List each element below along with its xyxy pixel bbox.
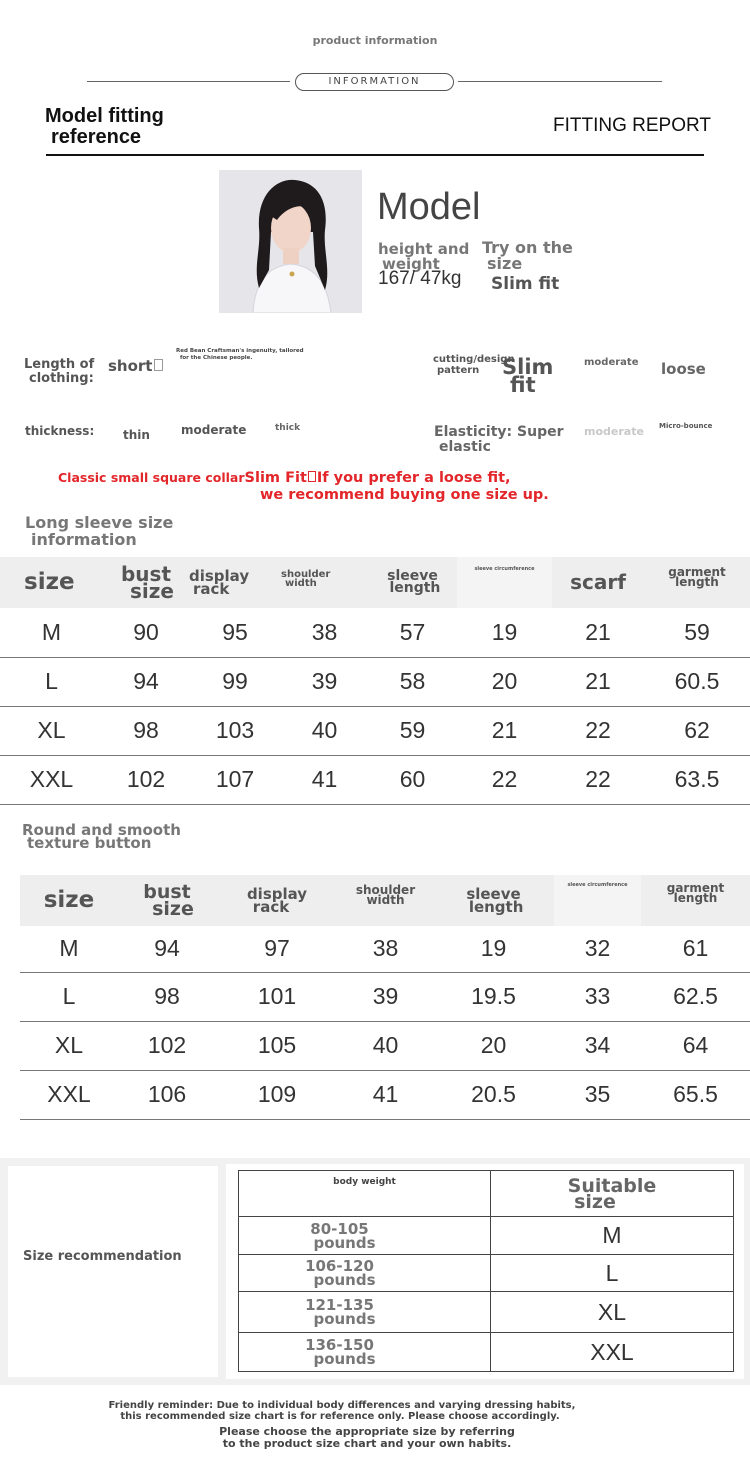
craft-note: Red Bean Craftsman's ingenuity, tailored for the Chinese people. <box>176 348 304 361</box>
table1-row <box>0 755 750 804</box>
rec-size: XL <box>491 1292 734 1333</box>
long-sleeve-size-table <box>0 557 750 805</box>
cell: 21 <box>552 657 644 706</box>
divider-left <box>87 81 290 82</box>
cell: 21 <box>457 706 552 755</box>
size-recommendation-table <box>238 1170 734 1372</box>
button-size-table <box>20 875 750 1120</box>
try-size-value: Slim fit <box>491 274 560 294</box>
recommendation-label-box <box>8 1166 218 1377</box>
fitting-report-title: FITTING REPORT <box>553 115 711 136</box>
cell: 99 <box>189 657 281 706</box>
cell: 90 <box>103 608 189 657</box>
cell: 21 <box>552 608 644 657</box>
cutting-label: cutting/design pattern <box>433 354 515 376</box>
rec-row <box>239 1333 734 1372</box>
elasticity-label: Elasticity: Super elastic <box>434 424 564 455</box>
cell: M <box>20 926 118 972</box>
cell: 64 <box>641 1021 750 1070</box>
thickness-thick: thick <box>275 423 301 433</box>
cell: M <box>0 608 103 657</box>
cell: 41 <box>338 1070 433 1119</box>
th-shoulder: shoulder width <box>281 557 368 608</box>
table2-title: Round and smooth texture button <box>22 821 181 852</box>
table2-row <box>20 926 750 972</box>
friendly-reminder: Friendly reminder: Due to individual body differences and varying dressing habits, this recommended size chart is for reference only. Please choose accordingly. <box>108 1400 576 1422</box>
rec-weight: 121-135 pounds <box>239 1292 491 1333</box>
cell: 22 <box>457 755 552 804</box>
cell: 57 <box>368 608 457 657</box>
cell: 65.5 <box>641 1070 750 1119</box>
cell: 60 <box>368 755 457 804</box>
cell: 58 <box>368 657 457 706</box>
height-weight-label: height and weight <box>378 240 470 273</box>
fit-notice: Classic small square collarSlim Fit If you prefer a loose fit, we recommend buying one size up. <box>58 470 549 503</box>
table2-header-row <box>20 875 750 926</box>
table2-row <box>20 1021 750 1070</box>
rec-row <box>239 1255 734 1292</box>
cell: 20 <box>433 1021 554 1070</box>
cell: 107 <box>189 755 281 804</box>
cell: 101 <box>216 972 338 1021</box>
thickness-moderate: moderate <box>181 423 247 437</box>
cell: 105 <box>216 1021 338 1070</box>
try-size-label: Try on the size <box>482 238 573 273</box>
length-label: Length of clothing: <box>24 357 95 386</box>
th-display: display rack <box>189 557 281 608</box>
cell: 19 <box>433 926 554 972</box>
rec-size: M <box>491 1217 734 1255</box>
cell: 59 <box>644 608 750 657</box>
elasticity-moderate: moderate <box>584 425 644 438</box>
cell: 62 <box>644 706 750 755</box>
divider-right <box>458 81 662 82</box>
th-display: display rack <box>216 875 338 926</box>
cell: 22 <box>552 706 644 755</box>
model-photo <box>219 170 362 313</box>
th-bust: bust size <box>103 557 189 608</box>
rec-size-header: Suitable size <box>491 1171 734 1217</box>
cell: 109 <box>216 1070 338 1119</box>
model-heading: Model <box>377 186 481 228</box>
thickness-label: thickness: <box>25 424 95 438</box>
cutting-moderate: moderate <box>584 357 639 368</box>
cell: 38 <box>338 926 433 972</box>
cell: 62.5 <box>641 972 750 1021</box>
choose-note: Please choose the appropriate size by referring to the product size chart and your own habits. <box>219 1425 515 1450</box>
length-value: short <box>108 357 163 375</box>
cell: 60.5 <box>644 657 750 706</box>
cell: 61 <box>641 926 750 972</box>
th-sleeve-circ: sleeve circumference <box>554 875 641 926</box>
cutting-value-selected: Slim fit <box>502 355 554 397</box>
rec-weight: 80-105 pounds <box>239 1217 491 1255</box>
cell: 40 <box>338 1021 433 1070</box>
cutting-loose: loose <box>661 360 706 378</box>
cell: 94 <box>103 657 189 706</box>
rec-weight: 136-150 pounds <box>239 1333 491 1372</box>
cell: XXL <box>0 755 103 804</box>
cell: 33 <box>554 972 641 1021</box>
cell: 20.5 <box>433 1070 554 1119</box>
cell: 41 <box>281 755 368 804</box>
elasticity-micro: Micro-bounce <box>659 422 713 430</box>
table2-row <box>20 1070 750 1119</box>
cell: 34 <box>554 1021 641 1070</box>
cell: 63.5 <box>644 755 750 804</box>
cell: XL <box>0 706 103 755</box>
product-information-heading: product information <box>312 34 438 47</box>
cell: 95 <box>189 608 281 657</box>
th-sleeve-length: sleeve length <box>368 557 457 608</box>
cell: 39 <box>281 657 368 706</box>
header-rule <box>46 154 704 156</box>
cell: 103 <box>189 706 281 755</box>
cell: 19.5 <box>433 972 554 1021</box>
cell: 19 <box>457 608 552 657</box>
cell: XL <box>20 1021 118 1070</box>
thickness-thin: thin <box>123 428 150 442</box>
information-pill: INFORMATION <box>295 73 454 91</box>
rec-row <box>239 1292 734 1333</box>
th-garment-length: garment length <box>644 557 750 608</box>
rec-weight: 106-120 pounds <box>239 1255 491 1292</box>
cell: 35 <box>554 1070 641 1119</box>
th-sleeve-circ: sleeve circumference <box>457 557 552 608</box>
table1-row <box>0 608 750 657</box>
table2-row <box>20 972 750 1021</box>
cell: 94 <box>118 926 216 972</box>
cell: 98 <box>118 972 216 1021</box>
cell: XXL <box>20 1070 118 1119</box>
size-recommendation-label: Size recommendation <box>23 1249 182 1264</box>
cell: 59 <box>368 706 457 755</box>
rec-size: L <box>491 1255 734 1292</box>
cell: 106 <box>118 1070 216 1119</box>
cell: 102 <box>118 1021 216 1070</box>
cell: L <box>20 972 118 1021</box>
cell: 102 <box>103 755 189 804</box>
rec-row <box>239 1217 734 1255</box>
cell: L <box>0 657 103 706</box>
rec-size: XXL <box>491 1333 734 1372</box>
cell: 22 <box>552 755 644 804</box>
height-weight-value: 167/ 47kg <box>378 268 462 289</box>
th-garment-length: garment length <box>641 875 750 926</box>
cell: 97 <box>216 926 338 972</box>
th-shoulder: shoulder width <box>338 875 433 926</box>
fitting-title: Model fitting reference <box>45 105 164 148</box>
rec-weight-header: body weight <box>239 1171 491 1217</box>
table1-header-row <box>0 557 750 608</box>
cell: 39 <box>338 972 433 1021</box>
rec-header-row <box>239 1171 734 1217</box>
table1-row <box>0 706 750 755</box>
th-sleeve-length: sleeve length <box>433 875 554 926</box>
cell: 32 <box>554 926 641 972</box>
th-size: size <box>0 557 103 608</box>
cell: 40 <box>281 706 368 755</box>
cell: 20 <box>457 657 552 706</box>
table1-title: Long sleeve size information <box>25 513 174 549</box>
th-size: size <box>20 875 118 926</box>
th-scarf: scarf <box>552 557 644 608</box>
table1-row <box>0 657 750 706</box>
cell: 38 <box>281 608 368 657</box>
cell: 98 <box>103 706 189 755</box>
th-bust: bust size <box>118 875 216 926</box>
